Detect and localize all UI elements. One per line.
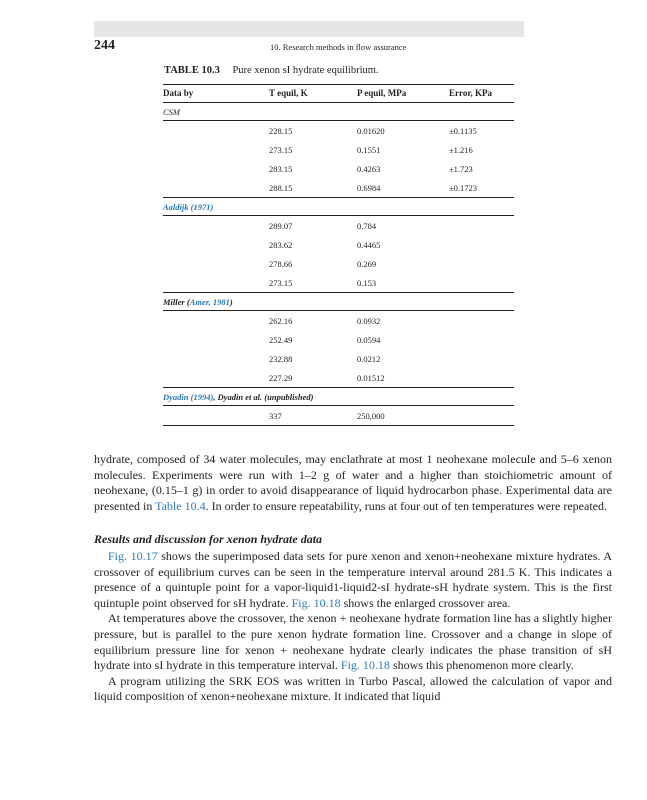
paragraph-hydrate-description: hydrate, composed of 34 water molecules, may enclathrate at most 1 neohexane molecule and 5–6 xenon molecules. Experiments were run with 1–2 g of water and a higher than stoichiometric amount of neohexane, (0.15–1 g) in order to avoid disappearance of liquid hydrocarbon phase. Experimental data are presented in Table 10.4. In order to ensure repeatability, runs at four out of ten temperatures were repeated. (94, 452, 612, 513)
p-equil-cell: 0.01512 (357, 368, 449, 388)
group-source-suffix: ) (229, 296, 233, 307)
citation-link-amer[interactable]: Amer, 1981 (189, 296, 230, 307)
table-row (163, 349, 514, 368)
table-row (163, 406, 514, 426)
p-equil-cell: 0.0212 (357, 353, 381, 364)
paragraph-crossover: Fig. 10.17 shows the superimposed data sets for pure xenon and xenon+neohexane mixture hydrates. A crossover of equilibrium curves can be seen in the temperature interval around 281.5 K. This indicates a presence of a quintuple point for a vapor-liquid1-liquid2-sI hydrate-sH hydrate system. This is the first quintuple point observed for sH hydrate. Fig. 10.18 shows the enlarged crossover area. (94, 549, 612, 610)
error-cell (449, 368, 514, 388)
error-cell (449, 311, 514, 331)
table-row (163, 311, 514, 331)
error-cell (449, 216, 514, 236)
table-row (163, 121, 514, 141)
table-10-4-link[interactable]: Table 10.4 (155, 498, 206, 513)
t-equil-cell: 232.88 (269, 353, 293, 364)
group-row-miller (163, 293, 514, 311)
table-row (163, 273, 514, 293)
paragraph-srk-program: A program utilizing the SRK EOS was written in Turbo Pascal, allowed the calculation of vapor and liquid composition of xenon+neohexane mixture. It indicated that liquid (94, 673, 612, 704)
citation-link-aaldijk[interactable]: Aaldijk (1971) (163, 201, 214, 212)
error-cell: ±1.216 (449, 144, 473, 155)
table-row (163, 159, 514, 178)
running-head: 10. Research methods in flow assurance (270, 42, 407, 52)
p-equil-cell: 0.01620 (357, 125, 385, 136)
results-discussion-body (94, 549, 612, 705)
table-row (163, 140, 514, 159)
group-source: CSM (163, 103, 514, 121)
table-row (163, 254, 514, 273)
t-equil-cell: 262.16 (269, 315, 293, 326)
p-equil-cell: 0.4465 (357, 239, 381, 250)
p-equil-cell: 0.0932 (357, 315, 381, 326)
header-bar (94, 21, 524, 37)
table-row (163, 330, 514, 349)
t-equil-cell: 278.66 (269, 258, 293, 269)
p-equil-cell: 0.6984 (357, 178, 449, 198)
table-row (163, 368, 514, 388)
p-equil-cell: 0.0594 (357, 334, 381, 345)
t-equil-cell: 252.49 (269, 334, 293, 345)
group-source-prefix: Miller ( (163, 296, 190, 307)
column-header-error: Error, KPa (449, 85, 514, 103)
t-equil-cell: 273.15 (269, 144, 293, 155)
error-cell (449, 406, 514, 426)
error-cell (449, 235, 514, 254)
p-equil-cell: 0.784 (357, 220, 377, 231)
column-header-t-equil: T equil, K (269, 85, 357, 103)
table-title: Pure xenon sI hydrate equilibrium. (232, 65, 379, 76)
group-row-csm (163, 103, 514, 121)
table-label: TABLE 10.3 (164, 65, 220, 76)
error-cell (449, 349, 514, 368)
error-cell (449, 330, 514, 349)
p-equil-cell: 250,000 (357, 406, 449, 426)
fig-10-17-link[interactable]: Fig. 10.17 (108, 549, 158, 563)
t-equil-cell: 283.15 (269, 163, 293, 174)
paragraph-phase-transition: At temperatures above the crossover, the xenon + neohexane hydrate formation line has a slightly higher pressure, but is parallel to the pure xenon hydrate formation line. Crossover and a change in slope of equilibrium pressure line for xenon + neohexane hydrate clearly indicates the phase transition of sH hydrate into sI hydrate in this temperature interval. Fig. 10.18 shows this phenomenon more clearly. (94, 611, 612, 673)
page-number: 244 (94, 38, 115, 53)
fig-10-18-link[interactable]: Fig. 10.18 (291, 595, 341, 610)
section-heading: Results and discussion for xenon hydrate data (94, 532, 323, 546)
t-equil-cell: 227.29 (269, 368, 357, 388)
error-cell: ±0.1135 (449, 125, 477, 136)
column-header-p-equil: P equil, MPa (357, 85, 449, 103)
t-equil-cell: 273.15 (269, 273, 357, 293)
group-row-aaldijk (163, 198, 514, 216)
error-cell: ±0.1723 (449, 178, 514, 198)
t-equil-cell: 228.15 (269, 125, 293, 136)
p-equil-cell: 0.4263 (357, 163, 381, 174)
p-equil-cell: 0.153 (357, 273, 449, 293)
column-header-data-by: Data by (163, 85, 269, 103)
table-row (163, 235, 514, 254)
error-cell: ±1.723 (449, 163, 473, 174)
t-equil-cell: 283.62 (269, 239, 293, 250)
fig-10-18-link[interactable]: Fig. 10.18 (340, 658, 390, 673)
group-source-suffix: , Dyadin et al. (unpublished) (213, 391, 314, 402)
citation-link-dyadin[interactable]: Dyadin (1994) (163, 391, 214, 402)
table-row (163, 216, 514, 236)
p-equil-cell: 0.1551 (357, 144, 381, 155)
t-equil-cell: 288.15 (269, 178, 357, 198)
p-equil-cell: 0.269 (357, 258, 377, 269)
error-cell (449, 273, 514, 293)
equilibrium-table (163, 84, 514, 426)
table-row (163, 178, 514, 198)
t-equil-cell: 289.07 (269, 220, 293, 231)
group-row-dyadin (163, 388, 514, 406)
table-header-row (163, 85, 514, 103)
error-cell (449, 254, 514, 273)
t-equil-cell: 337 (269, 406, 357, 426)
table-caption (164, 65, 379, 76)
